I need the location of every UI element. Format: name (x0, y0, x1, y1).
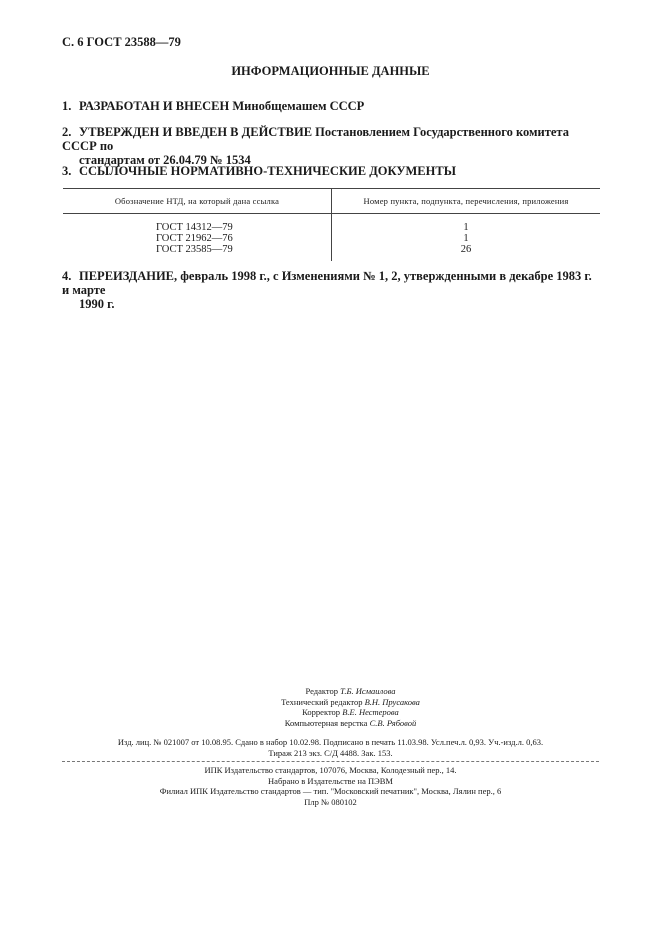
corrector-role: Корректор (302, 707, 341, 717)
item-text: РАЗРАБОТАН И ВНЕСЕН Минобщемашем СССР (79, 99, 365, 113)
item-text-continuation: стандартам от 26.04.79 № 1534 (79, 153, 251, 167)
section-title: ИНФОРМАЦИОННЫЕ ДАННЫЕ (231, 64, 430, 78)
table-cell-clause: 1 (463, 233, 469, 244)
tech-editor-name: В.Н. Прусакова (364, 696, 420, 707)
item-text-continuation: 1990 г. (79, 297, 115, 311)
item-text: УТВЕРЖДЕН И ВВЕДЕН В ДЕЙСТВИЕ Постановлением Государственного комитета СССР по (62, 125, 569, 153)
table-row (63, 214, 600, 234)
item-number: 4. (62, 269, 72, 283)
table-cell-designation: ГОСТ 23585—79 (63, 244, 332, 261)
editor-line (0, 686, 661, 697)
table-cell-clause: 26 (460, 244, 472, 255)
address-line-3: Филиал ИПК Издательство стандартов — тип. "Московский печатник", Москва, Лялин пер., 6 (159, 786, 502, 796)
corrector-line (0, 707, 661, 718)
address-line-2: Набрано в Издательстве на ПЭВМ (268, 775, 393, 786)
layout-line (0, 718, 661, 729)
item-number: 2. (62, 125, 72, 139)
item-text: ПЕРЕИЗДАНИЕ, февраль 1998 г., с Изменениями № 1, 2, утвержденными в декабре 1983 г. и марте (62, 269, 592, 297)
table-cell-clause: 1 (463, 222, 469, 233)
editor-name: Т.Б. Исмаилова (340, 686, 396, 696)
tech-editor-line (0, 697, 661, 708)
reference-table (63, 188, 600, 261)
table-header-clause: Номер пункта, подпункта, перечисления, приложения (332, 189, 601, 214)
table-header-designation: Обозначение НТД, на который дана ссылка (63, 189, 332, 214)
tech-editor-role: Технический редактор (281, 696, 363, 707)
editor-role: Редактор (305, 686, 338, 696)
address-line-1: ИПК Издательство стандартов, 107076, Москва, Колодезный пер., 14. (204, 765, 457, 775)
info-item-4 (62, 269, 602, 311)
publishing-line-1: Изд. лиц. № 021007 от 10.08.95. Сдано в набор 10.02.98. Подписано в печать 11.03.98. Усл.печ.л. 0,93. Уч.-изд.л. 0,63. (117, 737, 544, 747)
item-text: ССЫЛОЧНЫЕ НОРМАТИВНО-ТЕХНИЧЕСКИЕ ДОКУМЕНТЫ (79, 164, 456, 178)
item-number: 1. (62, 99, 72, 113)
info-item-3 (62, 164, 602, 178)
layout-role: Компьютерная верстка (284, 717, 368, 728)
layout-name: С.В. Рябовой (369, 717, 417, 728)
table-row (63, 233, 600, 244)
table-row (63, 244, 600, 261)
info-item-1 (62, 99, 602, 113)
separator-line (62, 761, 599, 762)
publishing-line-2: Тираж 213 экз. С/Д 4488. Зак. 153. (268, 747, 393, 758)
imprint-block (0, 686, 661, 807)
info-item-2 (62, 125, 602, 167)
table-cell-designation: ГОСТ 21962—76 (63, 233, 332, 244)
address-line-4: Плр № 080102 (304, 796, 357, 807)
table-cell-designation: ГОСТ 14312—79 (63, 214, 332, 234)
corrector-name: В.Е. Нестерова (342, 707, 399, 717)
table-header-row (63, 189, 600, 214)
item-number: 3. (62, 164, 72, 178)
page-header: С. 6 ГОСТ 23588—79 (62, 35, 181, 49)
